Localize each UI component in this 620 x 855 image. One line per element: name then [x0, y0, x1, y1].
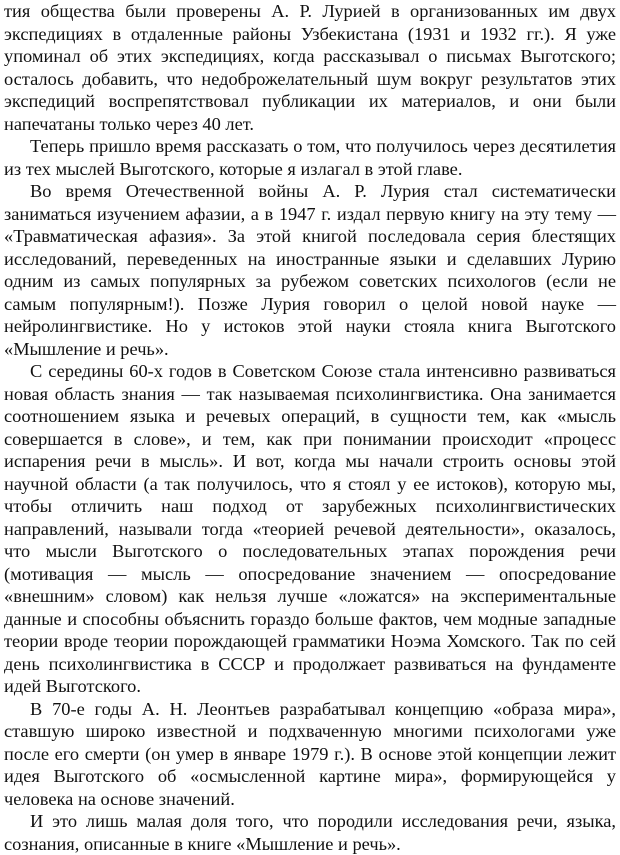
paragraph-leontiev: В 70-е годы А. Н. Леонтьев разрабатывал концепцию «образа мира», ставшую широко известной и подхваченную многими психологами уже после его смерти (он умер в январе 1979 г.). В основе этой концепции лежит идея Выготского об «осмысленной картине мира», формирующейся у человека на основе значений.	[4, 698, 616, 809]
book-page	[4, 0, 616, 854]
paragraph-transition: Теперь пришло время рассказать о том, что получилось через десятилетия из тех мыслей Выготского, которые я излагал в этой главе.	[4, 136, 616, 179]
paragraph-conclusion: И это лишь малая доля того, что породили исследования речи, языка, сознания, описанные в книге «Мышление и речь».	[4, 811, 616, 854]
paragraph-expeditions: тия общества были проверены А. Р. Лурией в организованных им двух экспедициях в отдаленные районы Узбекистана (1931 и 1932 гг.). Я уже упоминал об этих экспедициях, когда рассказывал о письмах Выготского; осталось добавить, что недоброжелательный шум вокруг результатов этих экспедиций воспрепятствовал публикации их материалов, и они были напечатаны только через 40 лет.	[4, 1, 616, 134]
paragraph-psycholinguistics: С середины 60-х годов в Советском Союзе стала интенсивно развиваться новая область знания — так называемая психолингвистика. Она занимается соотношением языка и речевых операций, в сущности тем, как «мысль совершается в слове», и тем, как при понимании происходит «процесс испарения речи в мысль». И вот, когда мы начали строить основы этой научной области (а так получилось, что я стоял у ее истоков), которую мы, чтобы отличить наш подход от зарубежных психолингвистических направлений, называли тогда «теорией речевой деятельности», оказалось, что мысли Выготского о последовательных этапах порождения речи (мотивация — мысль — опосредование значением — опосредование «внешним» словом) как нельзя лучше «ложатся» на экспериментальные данные и способны объяснить гораздо больше фактов, чем модные западные теории вроде теории порождающей грамматики Ноэма Хомского. Так по сей день психолингвистика в СССР и продолжает развиваться на фундаменте идей Выготского.	[4, 361, 616, 696]
paragraph-luria-aphasia: Во время Отечественной войны А. Р. Лурия стал систематически заниматься изучением афазии, а в 1947 г. издал первую книгу на эту тему — «Травматическая афазия». За этой книгой последовала серия блестящих исследований, переведенных на иностранные языки и сделавших Лурию одним из самых популярных за рубежом советских психологов (если не самым популярным!). Позже Лурия говорил о целой новой науке — нейролингвистике. Но у истоков этой науки стояла книга Выготского «Мышление и речь».	[4, 181, 616, 359]
